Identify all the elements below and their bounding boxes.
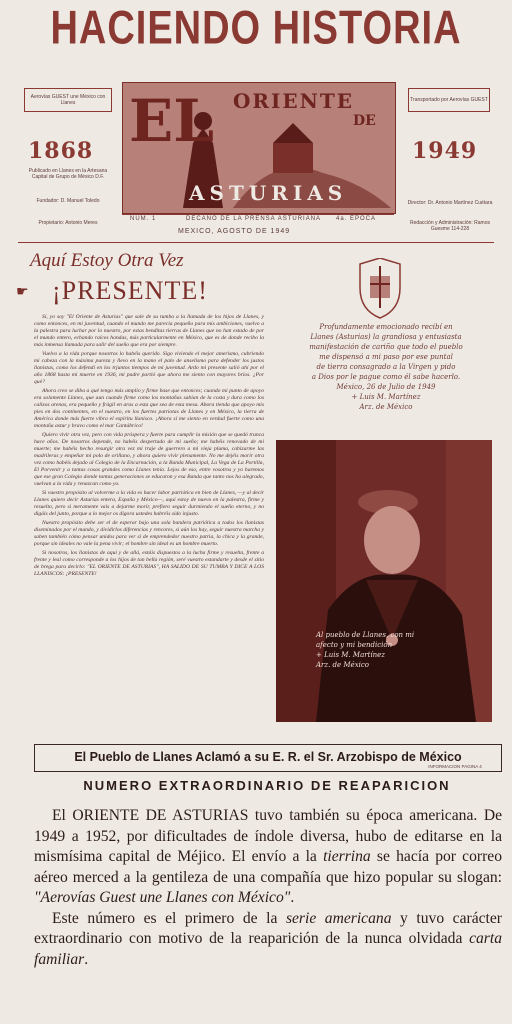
masthead-rule — [122, 214, 394, 215]
dedication-line: de tierra consagrado a la Virgen y pido — [316, 363, 456, 371]
logo-asturias: ASTURIAS — [189, 181, 348, 205]
article-paragraph: Vuelvo a la vida porque nosotros lo habéis querido. Sigo viviendo el mejor amerismo, cubriendo mi cabeza con la máxima pureza y llevo en la mano el palo de anselismo para defender los justos llanistas, como los defendí en los trjuntos tiempos de mi juventud. Ardo mi presente salió ahí por el año 1868 hasta mi muerte en 1936, mi padre partió que ahora me siento con mayores bríos. ¿Por qué? — [34, 351, 264, 385]
article-headline-presente: ¡PRESENTE! — [52, 276, 208, 305]
masthead-epoca: 4a. EPOCA — [336, 216, 377, 222]
handwritten-dedication — [276, 322, 496, 412]
inscription-line: Arz. de México — [316, 661, 370, 669]
dedication-line: Profundamente emocionado recibí en — [319, 323, 453, 331]
newspaper-logo — [122, 82, 396, 214]
explanatory-text — [34, 806, 502, 970]
masthead-founder: Fundador: D. Manuel Toledo — [36, 198, 100, 204]
masthead-right-box: Transportado por Aerovías GUEST — [408, 88, 490, 112]
article-paragraph: Quiero vivir otra vez, pero con vida próspera y fuerte para cumplir la misión que se quedó trunca hace años. De nosotros depende, no habéis despertado de mi sueño; me habéis renovado de mi muerte; me habéis hecho resurgir otra vez mi traje de guerrero a mi vieja pluma, cabizarme las madrileras y empeñar mi polo de orillano, y ahora quiero vivir plenamente. No me dejéis morir otra vez como habéis dejado al Colegio de la Encarnación, a la Banda Municipal, La Vega de La Portilla, El Porvenir y a tantas cosas grandes como Llanes tenía. Lejos de eso, entre vosotros y yo haremos que ese gran Colegio donde tantas generaciones se educaron y esa Banda que tanto nos ha alegrado, vuelvan a la vida y renazcan como yo. — [34, 432, 264, 487]
page-banner-title: HACIENDO HISTORIA — [50, 2, 462, 55]
masthead-director: Director: Dr. Antonio Martínez Cuétara — [407, 200, 493, 206]
dedication-line: manifestación de cariño que todo el pueblo — [309, 343, 463, 351]
archbishop-photo — [276, 440, 492, 722]
article-body — [34, 314, 264, 766]
body-paragraph-2: Este número es el primero de la serie americana y tuvo carácter extraordinario con motivo de la reaparición de la nunca olvidada carta familiar. — [34, 909, 502, 968]
body-paragraph-1: El ORIENTE DE ASTURIAS tuvo también su época americana. De 1949 a 1952, por dificultades de índole diversa, hubo de editarse en la mismísima capital de Méjico. El envío a la tierrina se hacía por correo aéreo merced a la gentileza de una compañía que hizo popular su slogan: "Aerovías Guest une Llanes con México". — [34, 807, 503, 906]
dedication-line: Llanes (Asturias) la grandiosa y entusiasta — [310, 333, 462, 341]
article-paragraph: Ahora creo se diba a qué tengo más amplio y firme base que entonces; cuando mi punto de apoyo era solamente Llanes, que aun cuando firme como los montañas sabían de la costa y dura como los calizos arenas, era pequeño y frágil en aras a esta que sea de esta mesa. Ahora tienda que apoyo mis pies en dos continentes, en el nuestro, en los fuertes patriotas de Llanes y en México, la tierra de América donde más fuerte vibra el espíritu llanisco. ¡Ahora sí me siento en verdad fuerte como una montaña astur y bravo como el mar Cantábrico! — [34, 388, 264, 429]
dedication-line: a Dios por le pague como él sabe hacerlo. — [311, 373, 461, 381]
masthead-left-note: Publicado en Llanes en la Artesana Capital de Grupo de México D.F. — [28, 168, 108, 180]
numero-extraordinario: NUMERO EXTRAORDINARIO DE REAPARICION — [83, 778, 451, 793]
masthead-left-box: Aerovías GUEST une México con Llanes — [24, 88, 112, 112]
inscription-line: + Luis M. Martínez — [316, 651, 385, 659]
pointer-hand-icon: ☛ — [16, 285, 29, 300]
article-paragraph: Si nosotros, los llanistas de aquí y de allá, estáis dispuestos a la lucha firme y resuelta, frente a frente y leal como corresponde a los hijos de tan bella región, seré vuestro estandarte y desde el sitio de brega para decirlo: "EL ORIENTE DE ASTURIAS", HA SALIDO DE SU TUMBA Y DICE A LOS LLANISCOS: ¡PRESENTE! — [34, 550, 264, 577]
masthead-admin: Redacción y Administración: Ramos Guesme 114-228 — [409, 220, 491, 232]
article-headline: Aquí Estoy Otra Vez — [30, 250, 184, 271]
dedication-line: Arz. de México — [359, 403, 413, 411]
article-paragraph: Si vuestro propósito al volverme a la vida es hacer labor patriótica en bien de Llanes, —y al decir Llanes quiero decir Asturias entera, España y México—, aquí estoy de nuevo en la palestra, firme y resuelto, pero si meramente vais a dejarme morir, prefiero seguir durmiendo el sueño eterno, y no digáis del junto, porque a lo mejor os digora ustedes habréis sido injusto. — [34, 490, 264, 517]
archbishop-portrait-illustration — [276, 440, 492, 722]
year-left: 1868 — [28, 138, 94, 164]
logo-el: EL — [129, 87, 214, 155]
archbishop-coat-of-arms-icon — [356, 258, 404, 320]
dedication-line: me dispensó a mi paso por ese puntal — [319, 353, 453, 361]
logo-de: DE — [353, 113, 376, 129]
masthead-decano: DECANO DE LA PRENSA ASTURIANA — [186, 216, 322, 222]
article-paragraph: Nuestro propósito debe ser el de esperar bajo una sola bandera patriótica a todos los llanistas diseminados por el mundo, y dividirlos diferencias y rencores, si aún los hay, seguir nuestra marcha y saben también cómo pensar unidos para ver si de emprendedor nuestro patria, la chica y la grande, porque sin ideales no vale la pena vivir; el hombre sin ideal es un hombre muerto. — [34, 520, 264, 547]
boxed-headline-subnote: INFORMACION PAGINA 4 — [428, 764, 482, 769]
inscription-line: afecto y mi bendición — [316, 641, 393, 649]
dedication-line: México, 26 de Julio de 1949 — [336, 383, 436, 391]
boxed-headline-text: El Pueblo de Llanes Aclamó a su E. R. el Sr. Arzobispo de México — [74, 750, 462, 764]
logo-oriente: ORIENTE — [233, 89, 355, 113]
article-paragraph: Sí, yo soy "El Oriente de Asturias" que sale de su tumba a la llamada de los hijos de Llanes, y como entonces, en mi juventud, cuando el mundo me parecía pequeño para mis ambiciones, vuelvo a la palestra para luchar por lo nuestro, por estas benditas tierras de Llanes que no han estado de por el mundo entero, echando raíces hondas, más particularmente en México, que es de donde recibo la más inmensa llamada para salir del sueño que era por siempre. — [34, 314, 264, 348]
dateline: MEXICO, AGOSTO DE 1949 — [178, 228, 291, 235]
inscription-line: Al pueblo de Llanes, con mi — [316, 631, 415, 639]
dedication-line: + Luis M. Martínez — [351, 393, 421, 401]
masthead-num: NUM. 1 — [130, 216, 157, 222]
masthead-owner: Propietario: Antonio Meres — [38, 220, 98, 226]
photo-inscription — [316, 630, 486, 670]
year-right: 1949 — [412, 138, 478, 164]
masthead-bottom-rule — [18, 242, 494, 243]
